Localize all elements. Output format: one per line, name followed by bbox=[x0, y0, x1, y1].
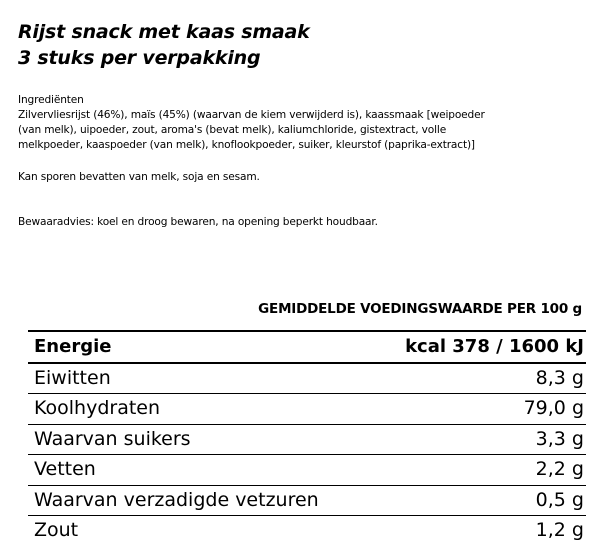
nutrient-value: kcal 378 / 1600 kJ bbox=[405, 336, 584, 357]
nutrition-row-carbohydrates bbox=[28, 394, 586, 425]
nutrition-table bbox=[28, 330, 586, 546]
allergen-notice: Kan sporen bevatten van melk, soja en sesam. bbox=[18, 171, 260, 183]
nutrient-value: 1,2 g bbox=[535, 519, 584, 541]
ingredients-line-2: (van melk), uipoeder, zout, aroma's (bevat melk), kaliumchloride, gistextract, volle bbox=[18, 124, 447, 136]
nutrient-value: 8,3 g bbox=[535, 366, 584, 389]
nutrition-table-title: GEMIDDELDE VOEDINGSWAARDE PER 100 g bbox=[258, 301, 582, 317]
nutrition-row-protein bbox=[28, 364, 586, 395]
nutrition-row-sugars bbox=[28, 425, 586, 456]
nutrient-value: 79,0 g bbox=[523, 397, 584, 419]
nutrient-label: Vetten bbox=[34, 458, 96, 480]
ingredients-line-3: melkpoeder, kaaspoeder (van melk), knoflookpoeder, suiker, kleurstof (paprika-extract)] bbox=[18, 139, 475, 151]
package-count: 3 stuks per verpakking bbox=[18, 47, 261, 69]
nutrition-row-saturated-fat bbox=[28, 486, 586, 517]
nutrient-value: 0,5 g bbox=[535, 488, 584, 511]
nutrition-row-fat bbox=[28, 455, 586, 486]
ingredients-heading: Ingrediënten bbox=[18, 94, 84, 106]
product-title: Rijst snack met kaas smaak bbox=[18, 21, 310, 43]
storage-advice: Bewaaradvies: koel en droog bewaren, na opening beperkt houdbaar. bbox=[18, 216, 378, 228]
nutrient-label: Energie bbox=[34, 336, 112, 357]
nutrient-label: Waarvan verzadigde vetzuren bbox=[34, 488, 319, 511]
nutrition-row-salt bbox=[28, 516, 586, 546]
nutrition-row-energy bbox=[28, 330, 586, 364]
nutrient-label: Zout bbox=[34, 519, 79, 541]
nutrient-label: Waarvan suikers bbox=[34, 427, 191, 450]
nutrient-value: 3,3 g bbox=[535, 427, 584, 450]
nutrient-label: Eiwitten bbox=[34, 366, 111, 389]
nutrient-label: Koolhydraten bbox=[34, 397, 161, 419]
nutrient-value: 2,2 g bbox=[535, 458, 584, 480]
ingredients-line-1: Zilvervliesrijst (46%), maïs (45%) (waarvan de kiem verwijderd is), kaassmaak [weipoeder bbox=[18, 109, 485, 121]
